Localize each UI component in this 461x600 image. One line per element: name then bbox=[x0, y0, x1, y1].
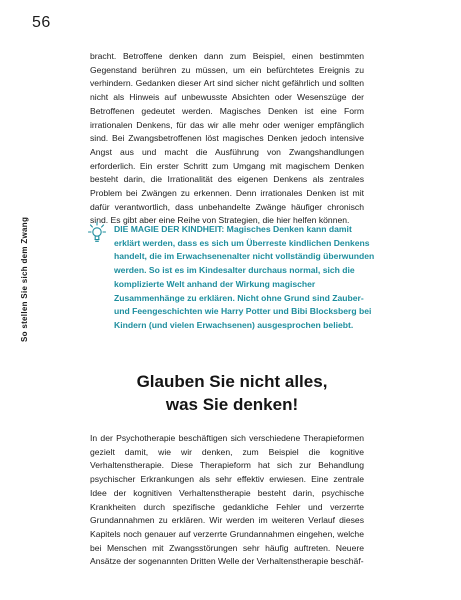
page-number: 56 bbox=[32, 14, 51, 31]
section-heading bbox=[90, 370, 374, 416]
chapter-side-label: So stellen Sie sich dem Zwang bbox=[20, 216, 29, 342]
section-heading-line-2: was Sie denken! bbox=[165, 395, 299, 414]
section-heading-line-1: Glauben Sie nicht alles, bbox=[136, 372, 328, 391]
intro-paragraph-text: bracht. Betroffene denken dann zum Beispiel, einen bestimmten Gegenstand berühren zu müssen, um ein befürchtetes Ereignis zu verhindern. Gedanken dieser Art sind sicher nicht gefährlich und sollten nicht als Hinweis auf unbewusste Absichten oder Wesenszüge der Betroffenen gedeutet werden. Magisches Denken ist eine Form irrationalen Denkens, für das wir alle mehr oder weniger empfänglich sind. Bei Zwangsbetroffenen löst magisches Denken jedoch intensive Angst aus und macht die Ausführung von Zwangshandlungen erforderlich. Ein erster Schritt zum Umgang mit magischem Denken besteht darin, die Irrationalität des eigenen Denkens als zentrales Problem bei Zwängen zu erkennen. Denn irrationales Denken ist mit dafür verantwortlich, dass unbehandelte Zwänge häufiger chronisch sind. Es gibt aber eine Reihe von Strategien, die hier helfen können. bbox=[90, 51, 364, 226]
section-paragraph bbox=[90, 432, 364, 569]
lightbulb-icon bbox=[88, 221, 106, 243]
intro-paragraph bbox=[90, 50, 364, 228]
section-paragraph-text: In der Psychotherapie beschäftigen sich verschiedene Therapieformen gezielt damit, wie wir denken, zum Beispiel die kognitive Verhaltenstherapie. Diese Therapieform hat sich zur Behandlung psychischer Erkrankungen als sehr effektiv erwiesen. Eine zentrale Idee der kognitiven Verhaltenstherapie besteht darin, psychische Krankheiten durch spezifische gedankliche Fehler und verzerrte Grundannahmen zu erklären. Wir werden im weiteren Verlauf dieses Kapitels noch genauer auf verzerrte Grundannahmen eingehen, welche bei Menschen mit Zwangsstörungen sehr häufig auftreten. Neuere Ansätze der sogenannten Dritten Welle der Verhaltenstherapie beschäf- bbox=[90, 433, 364, 567]
tip-text: DIE MAGIE DER KINDHEIT: Magisches Denken kann damit erklärt werden, dass es sich um Überreste kindlichen Denkens handelt, die im Erwachsenenalter nicht vollständig überwunden werden. So ist es im Kindesalter durchaus normal, sich die komplizierte Welt anhand der Wirkung magischer Zusammenhänge zu erklären. Nicht ohne Grund sind Zauber- und Feengeschichten wie Harry Potter und Bibi Blocksberg bei Kindern (und vielen Erwachsenen) ausgesprochen beliebt. bbox=[114, 224, 375, 330]
